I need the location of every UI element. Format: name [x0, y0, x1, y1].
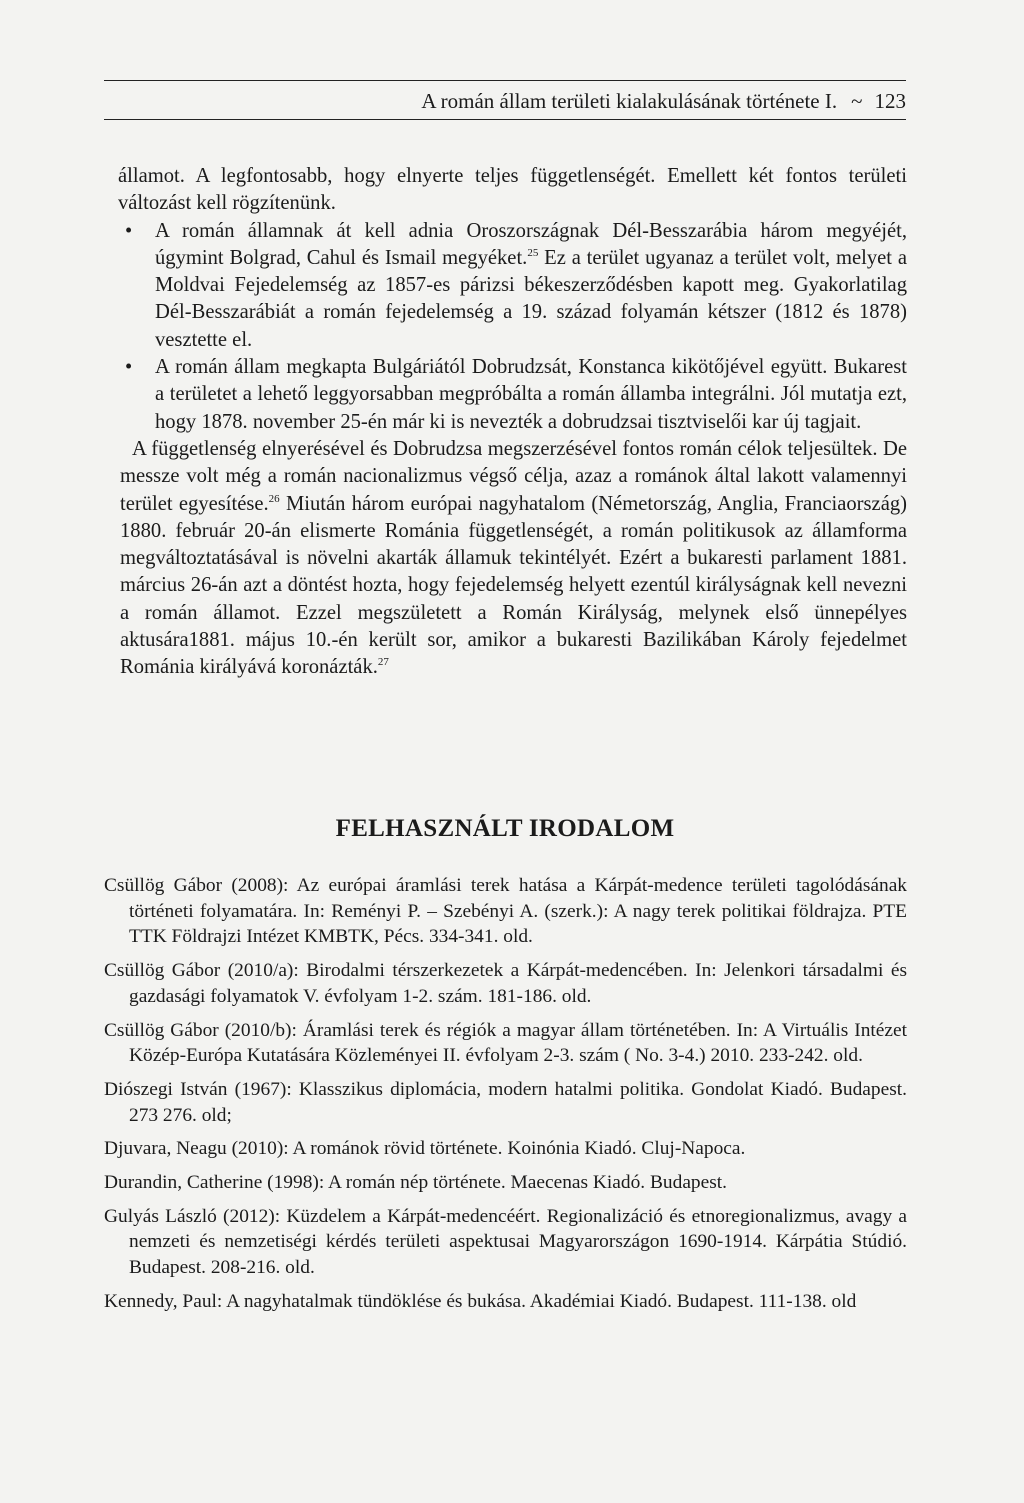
bullet-list: [120, 218, 907, 436]
paragraph-intro: államot. A legfontosabb, hogy elnyerte teljes függetlenségét. Emellett két fontos területi változást kell rögzítenünk.: [118, 165, 907, 215]
reference-item: Durandin, Catherine (1998): A román nép története. Maecenas Kiadó. Budapest.: [104, 1172, 728, 1194]
body-text: [120, 163, 907, 682]
running-title: A román állam területi kialakulásának története I.: [421, 89, 838, 113]
running-head: [421, 89, 906, 113]
bullet-icon: •: [125, 356, 133, 379]
footnote-ref: 26: [268, 492, 280, 505]
paragraph-text: A függetlenség elnyerésével és Dobrudzsa megszerzésével fontos román célok teljesültek. De messze volt még a román nacionalizmus végső célja, azaz a románok által lakott valamennyi terület egyesítése.: [120, 437, 907, 515]
paragraph-main: [120, 436, 907, 682]
reference-item: Djuvara, Neagu (2010): A románok rövid története. Koinónia Kiadó. Cluj-Napoca.: [104, 1138, 746, 1160]
bibliography-list: [104, 873, 907, 1323]
section-heading: FELHASZNÁLT IRODALOM: [335, 815, 675, 842]
reference-item: Csüllög Gábor (2008): Az európai áramlási terek hatása a Kárpát-medence területi tagolódásának történeti folyamatára. In: Reményi P. – Szebényi A. (szerk.): A nagy terek politikai földrajza. PTE TTK Földrajzi Intézet KMBTK, Pécs. 334-341. old.: [104, 875, 907, 948]
page-header: [104, 80, 906, 120]
bullet-text: A román állam megkapta Bulgáriától Dobrudzsát, Konstanca kikötőjével együtt. Bukarest a területet a lehető leggyorsabban megpróbálta a román államba integrálni. Jól mutatja ezt, hogy 1878. november 25-én már ki is nevezték a dobrudzsai tisztviselői kar új tagjait.: [155, 356, 907, 433]
page-number: 123: [874, 89, 906, 113]
footnote-ref: 27: [377, 656, 389, 669]
bullet-icon: •: [125, 219, 133, 242]
bullet-text: A román államnak át kell adnia Oroszországnak Dél-Besszarábia három megyéjét, úgymint Bolgrad, Cahul és Ismail megyéket.: [155, 219, 907, 269]
reference-item: Csüllög Gábor (2010/b): Áramlási terek és régiók a magyar állam történetében. In: A Virtuális Intézet Közép-Európa Kutatására Közleményei II. évfolyam 2-3. szám ( No. 3-4.) 2010. 233-242. old.: [104, 1019, 907, 1067]
bullet-text-continued: Ez a terület ugyanaz a terület volt, melyet a Moldvai Fejedelemség az 1857-es párizsi békeszerződésben kapott meg. Gyakorlatilag Dél-Besszarábiát a román fejedelemség a 19. század folyamán kétszer (1812 és 1878) vesztette el.: [155, 246, 907, 351]
reference-item: Csüllög Gábor (2010/a): Birodalmi térszerkezetek a Kárpát-medencében. In: Jelenkori társadalmi és gazdasági folyamatok V. évfolyam 1-2. szám. 181-186. old.: [104, 960, 907, 1007]
header-separator: ~: [851, 89, 863, 113]
paragraph-text-continued: Miután három európai nagyhatalom (Németország, Anglia, Franciaország) 1880. február 20-án elismerte Románia függetlenségét, a román politikusok az államforma megváltoztatásával is növelni akarták államuk tekintélyét. Ezért a bukaresti parlament 1881. március 26-án azt a döntést hozta, hogy fejedelemség helyett ezentúl királyságnak kell nevezni a román államot. Ezzel megszületett a Román Királyság, melynek első ünnepélyes aktusára1881. május 10.-én került sor, amikor a bukaresti Bazilikában Károly fejedelmet Románia királyává koronázták.: [120, 492, 907, 679]
reference-item: Diószegi István (1967): Klasszikus diplomácia, modern hatalmi politika. Gondolat Kiadó. Budapest. 273 276. old;: [104, 1078, 907, 1126]
list-item: [120, 218, 907, 354]
reference-item: Gulyás László (2012): Küzdelem a Kárpát-medencéért. Regionalizáció és etnoregionalizmus, avagy a nemzeti és nemzetiségi kérdés területi aspektusai Magyarországon 1690-1914. Kárpátia Stúdió. Budapest. 208-216. old.: [104, 1205, 907, 1279]
reference-item: Kennedy, Paul: A nagyhatalmak tündöklése és bukása. Akadémiai Kiadó. Budapest. 111-138. old: [104, 1290, 857, 1312]
footnote-ref: 25: [527, 246, 539, 259]
list-item: [120, 354, 907, 436]
